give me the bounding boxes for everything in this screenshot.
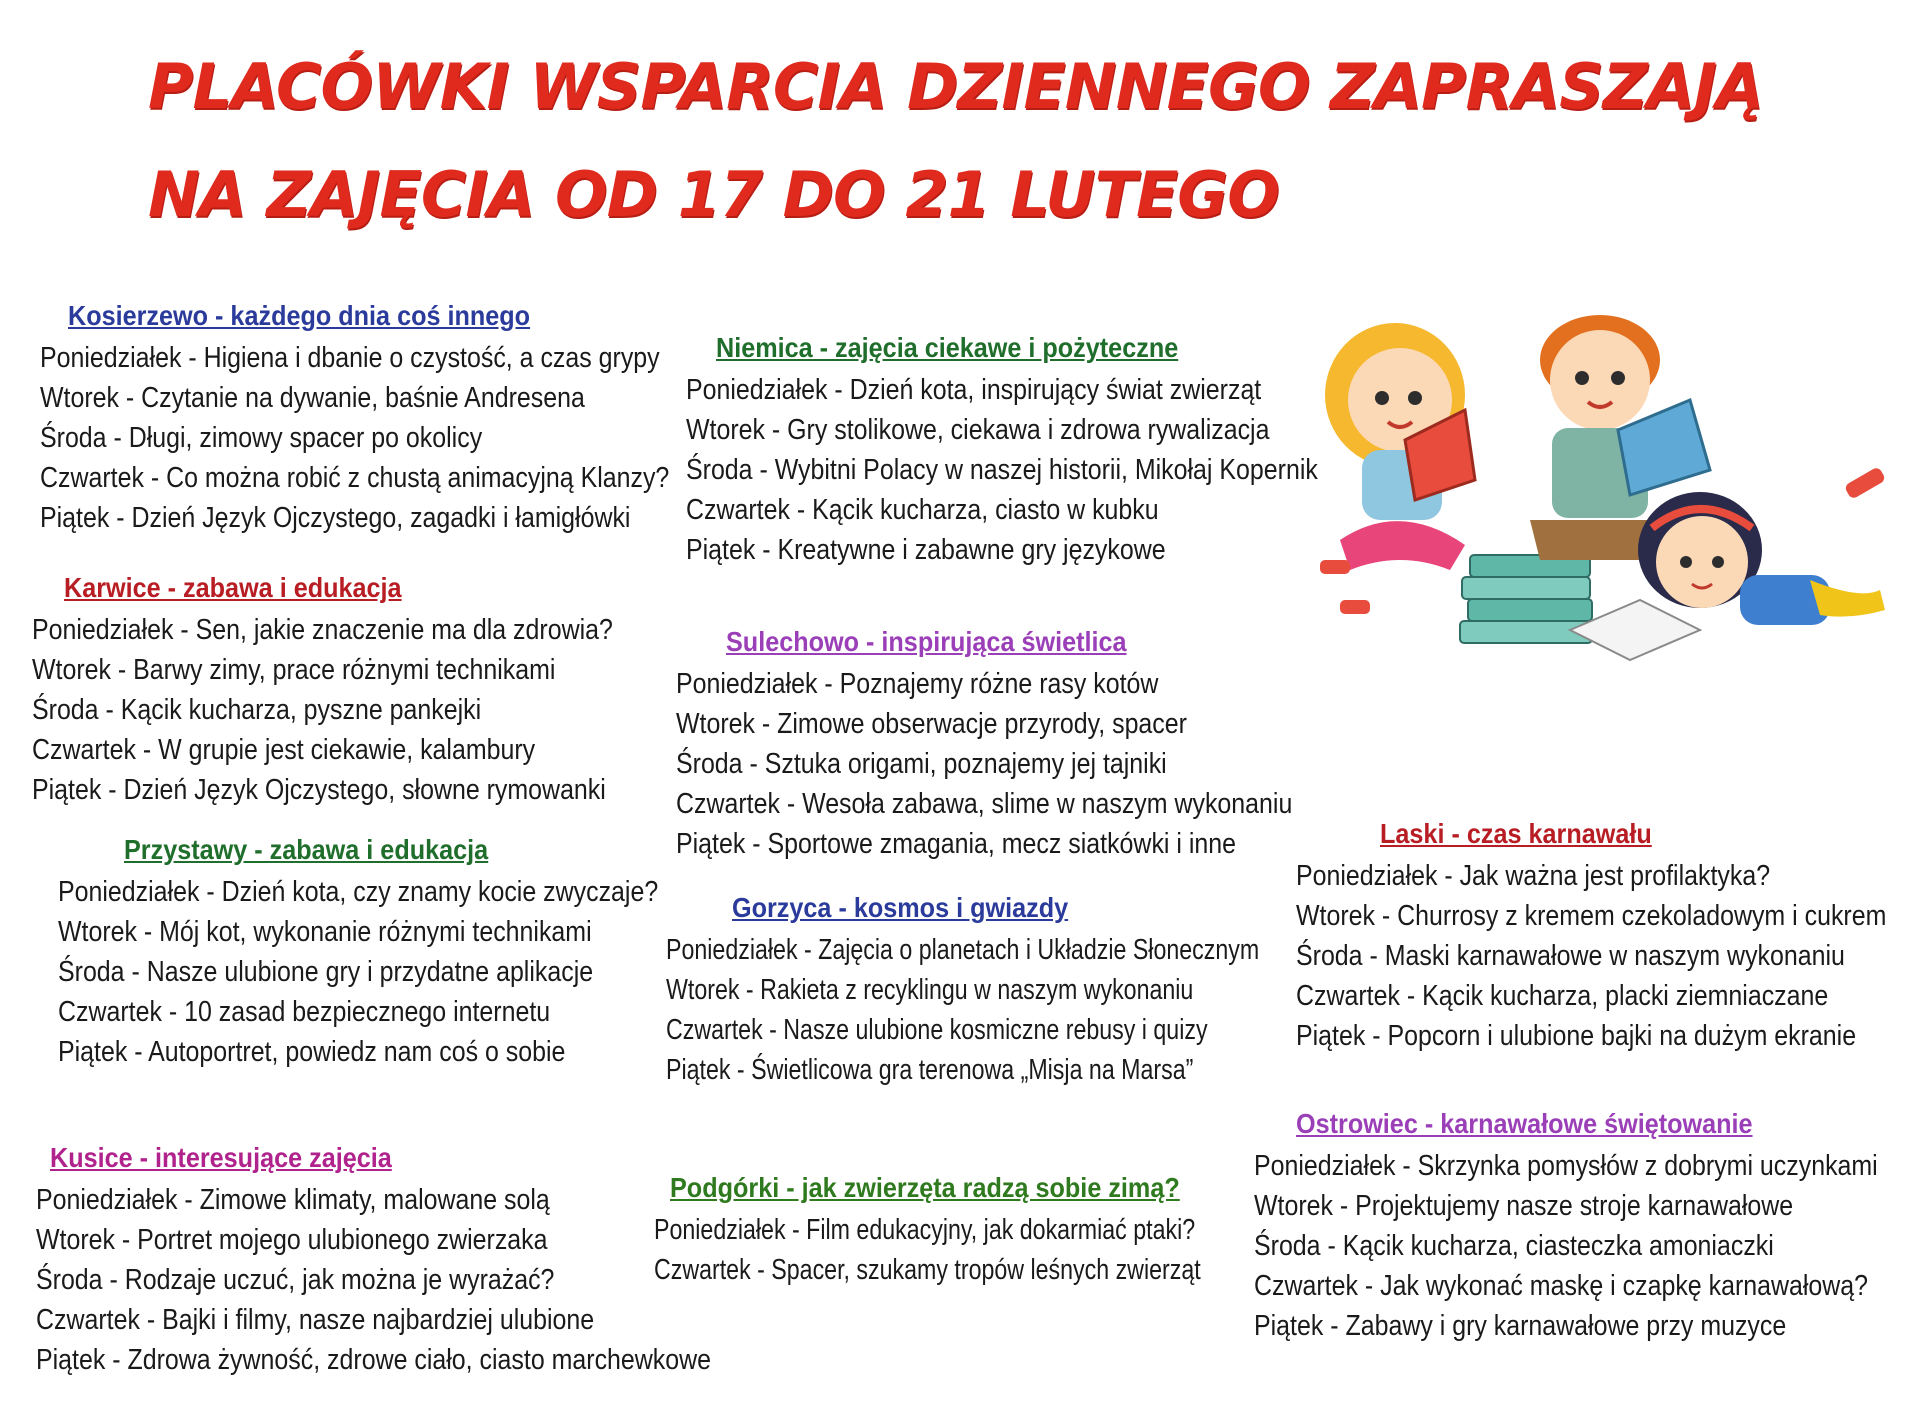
schedule-line: Czwartek - 10 zasad bezpiecznego internetu	[58, 996, 551, 1028]
schedule-line: Poniedziałek - Higiena i dbanie o czystość, a czas grypy	[40, 342, 660, 374]
schedule-line: Środa - Nasze ulubione gry i przydatne aplikacje	[58, 956, 594, 988]
section-heading: Kusice - interesujące zajęcia	[50, 1142, 392, 1173]
schedule-line: Środa - Rodzaje uczuć, jak można je wyrażać?	[36, 1264, 555, 1296]
schedule-line: Piątek - Świetlicowa gra terenowa „Misja na Marsa”	[666, 1054, 1194, 1086]
section-heading: Sulechowo - inspirująca świetlica	[726, 626, 1127, 657]
schedule-line: Wtorek - Czytanie na dywanie, baśnie Andresena	[40, 382, 585, 414]
section-karwice	[32, 572, 707, 810]
section-heading: Laski - czas karnawału	[1380, 818, 1652, 849]
schedule-line: Środa - Sztuka origami, poznajemy jej tajniki	[676, 748, 1167, 780]
section-heading: Gorzyca - kosmos i gwiazdy	[732, 892, 1069, 923]
schedule-line: Wtorek - Rakieta z recyklingu w naszym wykonaniu	[666, 974, 1194, 1006]
schedule-line: Wtorek - Barwy zimy, prace różnymi technikami	[32, 654, 556, 686]
schedule-line: Środa - Długi, zimowy spacer po okolicy	[40, 422, 483, 454]
page-title-line-2: NA ZAJĘCIA OD 17 DO 21 LUTEGO	[148, 158, 1279, 231]
schedule-line: Piątek - Popcorn i ulubione bajki na dużym ekranie	[1296, 1020, 1857, 1052]
schedule-line: Środa - Kącik kucharza, pyszne pankejki	[32, 694, 482, 726]
schedule-line: Wtorek - Gry stolikowe, ciekawa i zdrowa rywalizacja	[686, 414, 1270, 446]
section-podgorki	[654, 1172, 1337, 1290]
section-heading: Ostrowiec - karnawałowe świętowanie	[1296, 1108, 1753, 1139]
schedule-line: Poniedziałek - Dzień kota, czy znamy kocie zwyczaje?	[58, 876, 659, 908]
section-ostrowiec	[1254, 1108, 1920, 1346]
schedule-line: Czwartek - Wesoła zabawa, slime w naszym wykonaniu	[676, 788, 1293, 820]
schedule-line: Czwartek - Bajki i filmy, nasze najbardziej ulubione	[36, 1304, 595, 1336]
schedule-line: Poniedziałek - Dzień kota, inspirujący świat zwierząt	[686, 374, 1262, 406]
schedule-line: Piątek - Dzień Język Ojczystego, słowne rymowanki	[32, 774, 606, 806]
schedule-line: Czwartek - Jak wykonać maskę i czapkę karnawałową?	[1254, 1270, 1869, 1302]
schedule-line: Czwartek - Co można robić z chustą animacyjną Klanzy?	[40, 462, 670, 494]
schedule-line: Piątek - Zdrowa żywność, zdrowe ciało, ciasto marchewkowe	[36, 1344, 712, 1376]
children-reading-icon	[1300, 300, 1900, 770]
schedule-line: Poniedziałek - Zajęcia o planetach i Układzie Słonecznym	[666, 934, 1260, 966]
schedule-line: Czwartek - Kącik kucharza, ciasto w kubku	[686, 494, 1159, 526]
schedule-line: Poniedziałek - Jak ważna jest profilaktyka?	[1296, 860, 1771, 892]
section-przystawy	[58, 834, 756, 1072]
girl-reading-icon	[1320, 323, 1475, 614]
schedule-line: Środa - Wybitni Polacy w naszej historii, Mikołaj Kopernik	[686, 454, 1318, 486]
schedule-line: Poniedziałek - Sen, jakie znaczenie ma dla zdrowia?	[32, 614, 613, 646]
schedule-line: Poniedziałek - Zimowe klimaty, malowane solą	[36, 1184, 550, 1216]
section-heading: Karwice - zabawa i edukacja	[64, 572, 402, 603]
schedule-line: Czwartek - Spacer, szukamy tropów leśnych zwierząt	[654, 1254, 1201, 1286]
schedule-line: Piątek - Autoportret, powiedz nam coś o sobie	[58, 1036, 566, 1068]
schedule-line: Czwartek - Kącik kucharza, placki ziemniaczane	[1296, 980, 1829, 1012]
schedule-line: Wtorek - Zimowe obserwacje przyrody, spacer	[676, 708, 1187, 740]
page-title-line-1: PLACÓWKI WSPARCIA DZIENNEGO ZAPRASZAJĄ	[148, 50, 1763, 123]
section-sulechowo	[676, 626, 1393, 864]
schedule-line: Czwartek - Nasze ulubione kosmiczne rebusy i quizy	[666, 1014, 1208, 1046]
schedule-line: Piątek - Kreatywne i zabawne gry językowe	[686, 534, 1166, 566]
schedule-line: Poniedziałek - Poznajemy różne rasy kotów	[676, 668, 1159, 700]
schedule-line: Piątek - Dzień Język Ojczystego, zagadki i łamigłówki	[40, 502, 631, 534]
schedule-line: Wtorek - Projektujemy nasze stroje karnawałowe	[1254, 1190, 1794, 1222]
schedule-line: Poniedziałek - Skrzynka pomysłów z dobrymi uczynkami	[1254, 1150, 1878, 1182]
schedule-line: Środa - Kącik kucharza, ciasteczka amoniaczki	[1254, 1230, 1774, 1262]
section-heading: Podgórki - jak zwierzęta radzą sobie zimą?	[670, 1172, 1180, 1203]
section-laski	[1296, 818, 1920, 1056]
schedule-line: Wtorek - Portret mojego ulubionego zwierzaka	[36, 1224, 548, 1256]
section-kosierzewo	[40, 300, 772, 538]
schedule-line: Wtorek - Mój kot, wykonanie różnymi technikami	[58, 916, 592, 948]
schedule-line: Wtorek - Churrosy z kremem czekoladowym i cukrem	[1296, 900, 1887, 932]
schedule-line: Piątek - Zabawy i gry karnawałowe przy muzyce	[1254, 1310, 1787, 1342]
schedule-line: Poniedziałek - Film edukacyjny, jak dokarmiać ptaki?	[654, 1214, 1196, 1246]
schedule-line: Piątek - Sportowe zmagania, mecz siatkówki i inne	[676, 828, 1237, 860]
schedule-line: Czwartek - W grupie jest ciekawie, kalambury	[32, 734, 536, 766]
section-heading: Kosierzewo - każdego dnia coś innego	[68, 300, 531, 331]
section-heading: Przystawy - zabawa i edukacja	[124, 834, 489, 865]
schedule-line: Środa - Maski karnawałowe w naszym wykonaniu	[1296, 940, 1845, 972]
section-heading: Niemica - zajęcia ciekawe i pożyteczne	[716, 332, 1179, 363]
